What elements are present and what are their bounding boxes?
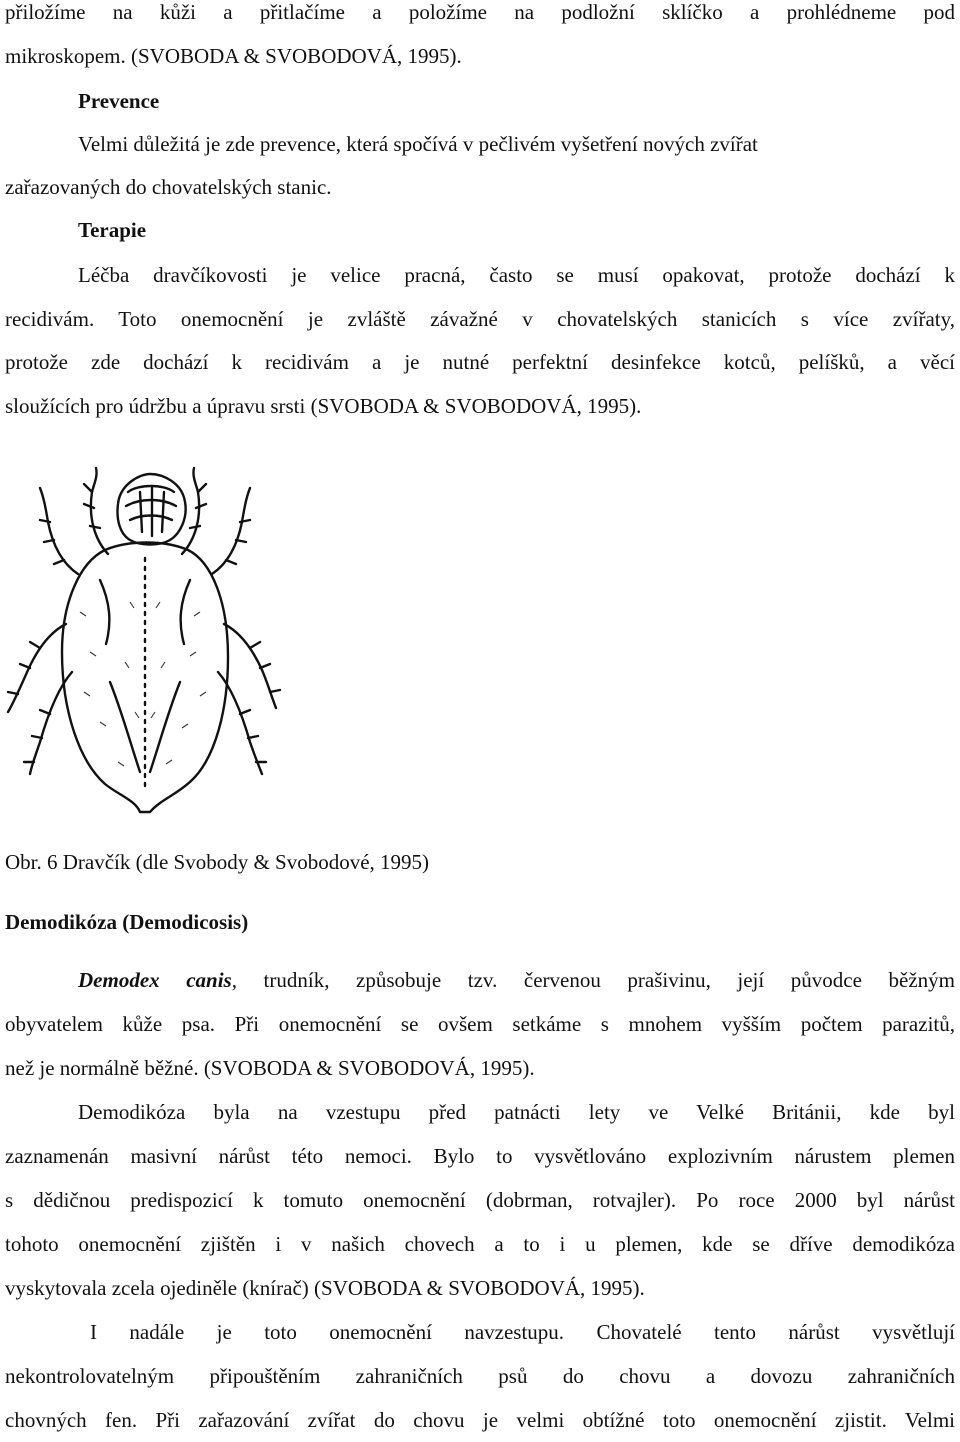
text-line: s dědičnou predispozicí k tomuto onemocnění (dobrman, rotvajler). Po roce 2000 byl nárůst (5, 1188, 955, 1212)
text-line: I nadále je toto onemocnění navzestupu. Chovatelé tento nárůst vysvětlují (90, 1320, 955, 1344)
text-line: přiložíme na kůži a přitlačíme a položíme na podložní sklíčko a prohlédneme pod (5, 0, 955, 24)
heading-demodikoza: Demodikóza (Demodicosis) (5, 910, 249, 934)
text-line: vyskytovala zcela ojediněle (knírač) (SVOBODA & SVOBODOVÁ, 1995). (5, 1276, 645, 1300)
text-line: než je normálně běžné. (SVOBODA & SVOBODOVÁ, 1995). (5, 1056, 535, 1080)
text-line: sloužících pro údržbu a úpravu srsti (SVOBODA & SVOBODOVÁ, 1995). (5, 394, 642, 418)
text-line: zařazovaných do chovatelských stanic. (5, 175, 332, 199)
text-line: Léčba dravčíkovosti je velice pracná, často se musí opakovat, protože dochází k (78, 263, 955, 287)
heading-terapie: Terapie (78, 218, 147, 242)
text-line: chovných fen. Při zařazování zvířat do chovu je velmi obtížné toto onemocnění zjistit. Velmi (5, 1408, 955, 1432)
text-line: recidivám. Toto onemocnění je zvláště závažné v chovatelských stanicích s více zvířaty, (5, 307, 955, 331)
text-line: Demodikóza byla na vzestupu před patnácti lety ve Velké Británii, kde byl (78, 1100, 955, 1124)
text-line: Velmi důležitá je zde prevence, která spočívá v pečlivém vyšetření nových zvířat (78, 132, 758, 156)
species-name: Demodex canis (78, 968, 232, 992)
text-line: nekontrolovatelným připouštěním zahraničních psů do chovu a dovozu zahraničních (5, 1364, 955, 1388)
text-line: obyvatelem kůže psa. Při onemocnění se ovšem setkáme s mnohem vyšším počtem parazitů, (5, 1012, 955, 1036)
mite-illustration (0, 462, 290, 822)
heading-prevence: Prevence (78, 89, 160, 113)
text-line (78, 958, 955, 1002)
text-line: zaznamenán masivní nárůst této nemoci. Bylo to vysvětlováno explozivním nárustem plemen (5, 1144, 955, 1168)
text-line: mikroskopem. (SVOBODA & SVOBODOVÁ, 1995). (5, 44, 462, 68)
text-line: tohoto onemocnění zjištěn i v našich chovech a to i u plemen, kde se dříve demodikóza (5, 1232, 955, 1256)
figure-caption: Obr. 6 Dravčík (dle Svobody & Svobodové, 1995) (5, 850, 430, 874)
text-fragment: , trudník, způsobuje tzv. červenou prašivinu, její původce běžným (231, 968, 956, 992)
text-line: protože zde dochází k recidivám a je nutné perfektní desinfekce kotců, pelíšků, a věcí (5, 350, 955, 374)
